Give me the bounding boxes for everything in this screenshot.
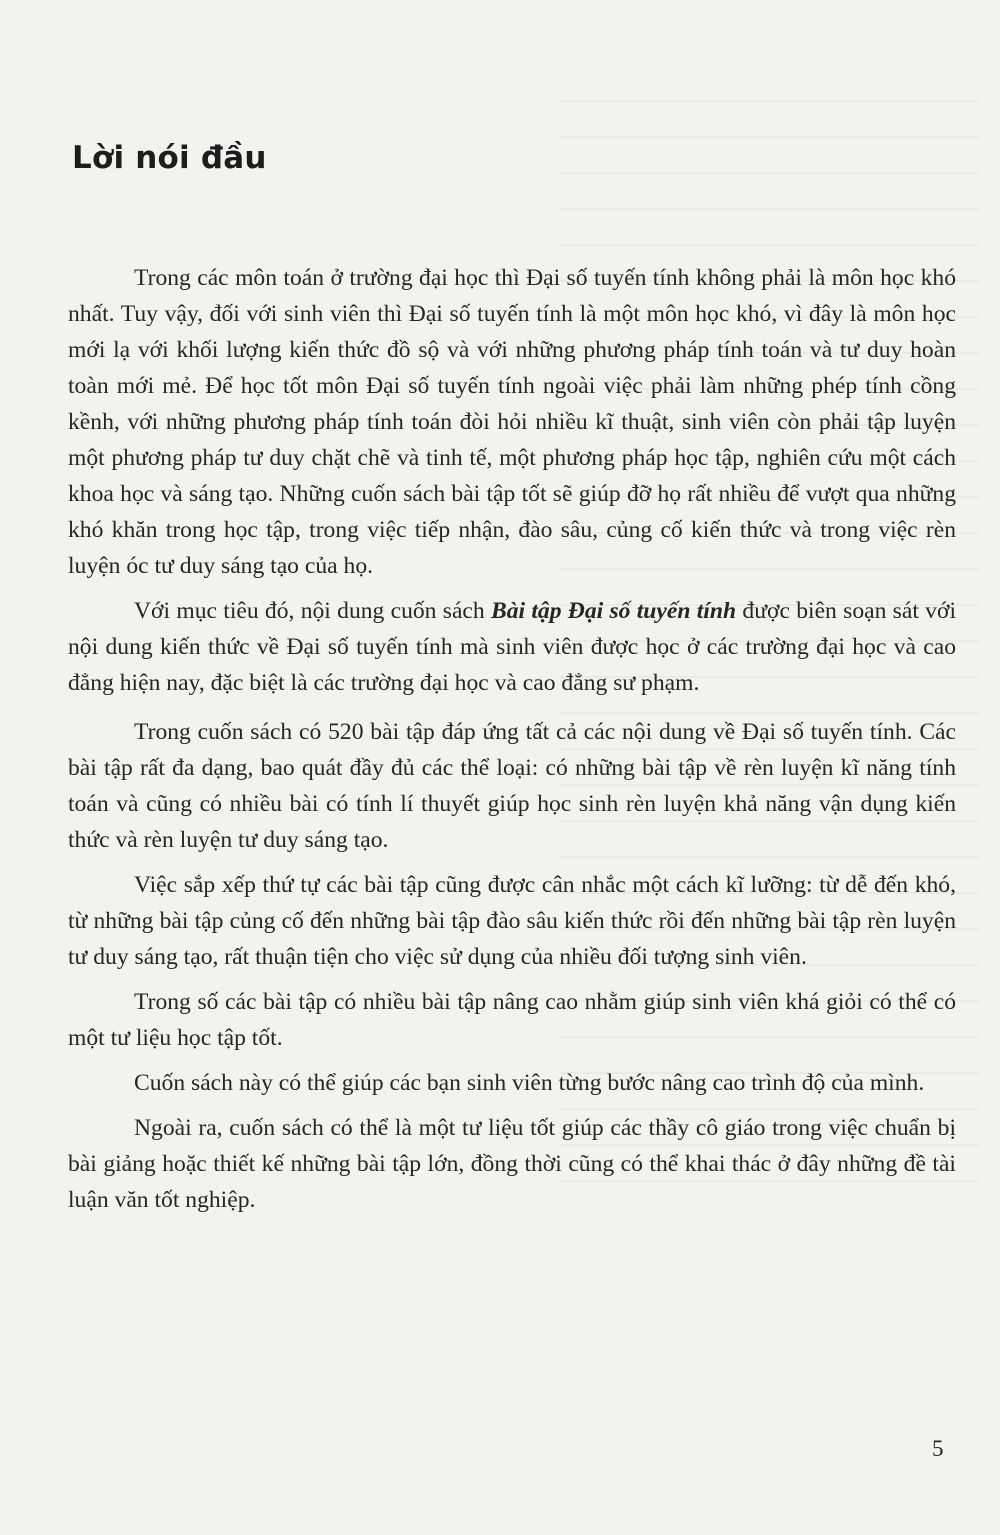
paragraph-6: Cuốn sách này có thể giúp các bạn sinh viên từng bước nâng cao trình độ của mình. (134, 1070, 925, 1096)
preface-body (68, 260, 956, 1227)
paragraph-7: Ngoài ra, cuốn sách có thể là một tư liệu tốt giúp các thầy cô giáo trong việc chuẩn bị bài giảng hoặc thiết kế những bài tập lớn, đồng thời cũng có thể khai thác ở đây những đề tài luận văn tốt nghiệp. (68, 1115, 956, 1213)
paragraph-1: Trong các môn toán ở trường đại học thì Đại số tuyến tính không phải là môn học khó nhất. Tuy vậy, đối với sinh viên thì Đại số tuyến tính là một môn học khó, vì đây là môn học mới lạ với khối lượng kiến thức đồ sộ và với những phương pháp tính toán và tư duy hoàn toàn mới mẻ. Để học tốt môn Đại số tuyến tính ngoài việc phải làm những phép tính cồng kềnh, với những phương pháp tính toán đòi hỏi nhiều kĩ thuật, sinh viên còn phải tập luyện một phương pháp tư duy chặt chẽ và tinh tế, một phương pháp học tập, nghiên cứu một cách khoa học và sáng tạo. Những cuốn sách bài tập tốt sẽ giúp đỡ họ rất nhiều để vượt qua những khó khăn trong học tập, trong việc tiếp nhận, đào sâu, củng cố kiến thức và trong việc rèn luyện óc tư duy sáng tạo của họ. (68, 265, 956, 579)
paragraph-2-lead: Với mục tiêu đó, nội dung cuốn sách (134, 598, 491, 624)
book-title: Bài tập Đại số tuyến tính (490, 598, 737, 624)
paragraph-5: Trong số các bài tập có nhiều bài tập nâng cao nhằm giúp sinh viên khá giỏi có thể có một tư liệu học tập tốt. (68, 989, 956, 1051)
paragraph-4: Việc sắp xếp thứ tự các bài tập cũng được cân nhắc một cách kĩ lưỡng: từ dễ đến khó, từ những bài tập củng cố đến những bài tập đào sâu kiến thức rồi đến những bài tập rèn luyện tư duy sáng tạo, rất thuận tiện cho việc sử dụng của nhiều đối tượng sinh viên. (68, 872, 956, 970)
paragraph-3: Trong cuốn sách có 520 bài tập đáp ứng tất cả các nội dung về Đại số tuyến tính. Các bài tập rất đa dạng, bao quát đầy đủ các thể loại: có những bài tập về rèn luyện kĩ năng tính toán và cũng có nhiều bài có tính lí thuyết giúp học sinh rèn luyện khả năng vận dụng kiến thức và rèn luyện tư duy sáng tạo. (68, 719, 956, 853)
paragraph-2-tail: được biên soạn sát với nội dung kiến thức về Đại số tuyến tính mà sinh viên được học ở các trường đại học và cao đẳng hiện nay, đặc biệt là các trường đại học và cao đẳng sư phạm. (68, 598, 956, 696)
paragraph-2 (68, 593, 956, 701)
page-number: 5 (932, 1436, 944, 1461)
page-heading: Lời nói đầu (72, 140, 267, 176)
